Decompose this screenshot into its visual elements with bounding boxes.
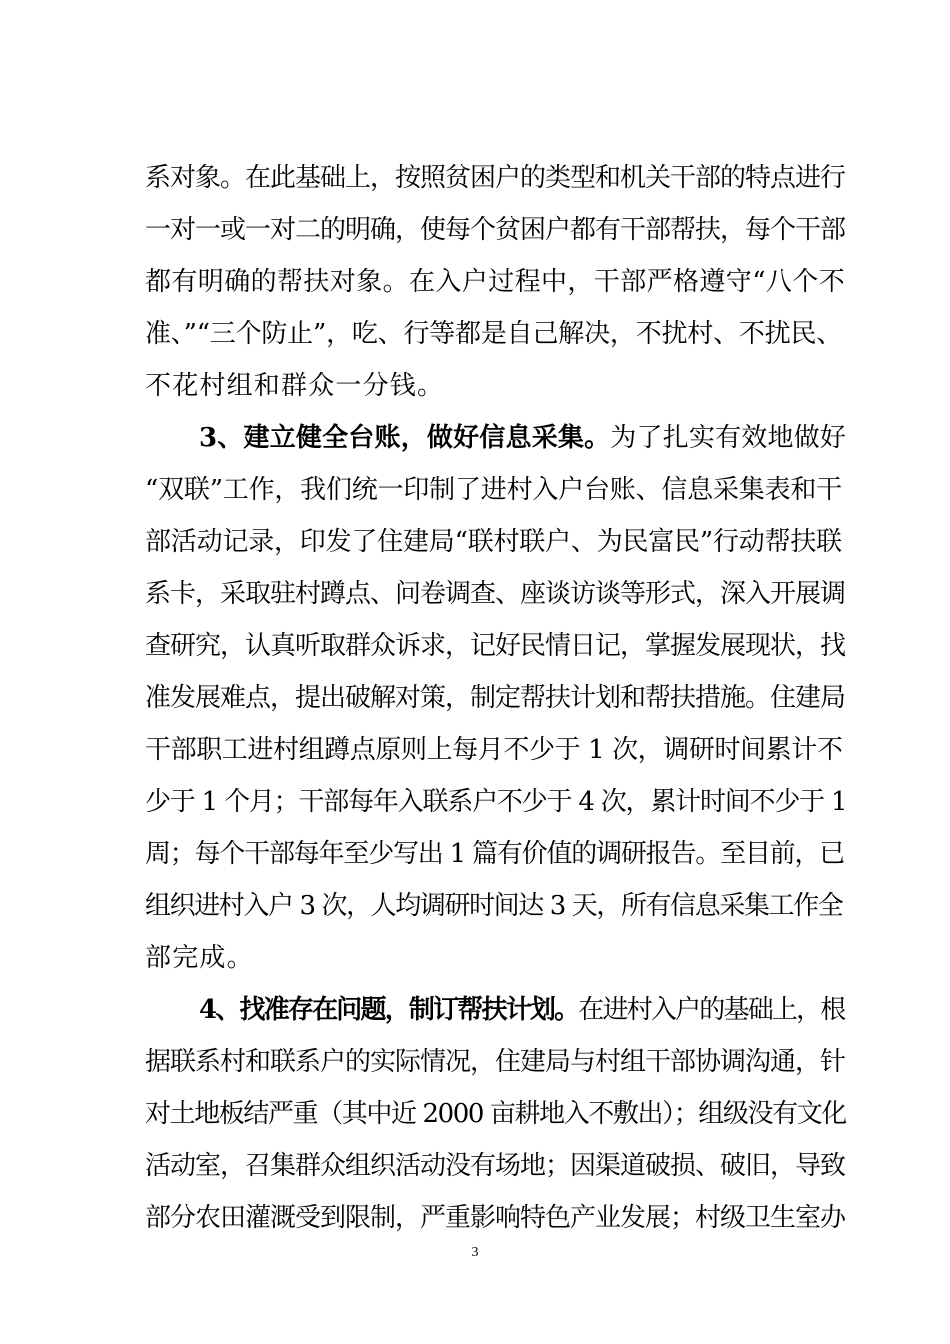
section-4-first-line bbox=[199, 995, 845, 1025]
paragraph-line: 不花村组和群众一分钱。 bbox=[145, 371, 445, 401]
paragraph-line: 组织进村入户 3 次，人均调研时间达 3 天，所有信息采集工作全 bbox=[145, 891, 843, 921]
paragraph-line: 系对象。在此基础上，按照贫困户的类型和机关干部的特点进行 bbox=[145, 163, 846, 193]
paragraph-line: 一对一或一对二的明确，使每个贫困户都有干部帮扶，每个干部 bbox=[145, 215, 846, 245]
section-4-heading: 4、找准存在问题，制订帮扶计划。 bbox=[199, 995, 579, 1025]
paragraph-line: 少于 1 个月；干部每年入联系户不少于 4 次，累计时间不少于 1 bbox=[145, 787, 847, 817]
paragraph-line: 部完成。 bbox=[145, 943, 254, 973]
section-3-first-text: 为了扎实有效地做好 bbox=[610, 423, 847, 453]
paragraph-line: 据联系村和联系户的实际情况，住建局与村组干部协调沟通，针 bbox=[145, 1047, 846, 1077]
paragraph-line: 准、”“三个防止”，吃、行等都是自己解决，不扰村、不扰民、 bbox=[145, 319, 843, 349]
section-3-first-line bbox=[199, 423, 845, 453]
paragraph-line: 周；每个干部每年至少写出 1 篇有价值的调研报告。至目前，已 bbox=[145, 839, 845, 869]
paragraph-line: 活动室，召集群众组织活动没有场地；因渠道破损、破旧，导致 bbox=[145, 1151, 846, 1181]
paragraph-line: 对土地板结严重（其中近 2000 亩耕地入不敷出）；组级没有文化 bbox=[145, 1099, 846, 1129]
paragraph-line: 都有明确的帮扶对象。在入户过程中，干部严格遵守“八个不 bbox=[145, 267, 846, 297]
section-3-heading: 3、建立健全台账，做好信息采集。 bbox=[199, 423, 611, 453]
paragraph-line: “双联”工作，我们统一印制了进村入户台账、信息采集表和干 bbox=[145, 475, 842, 505]
paragraph-line: 部活动记录，印发了住建局“联村联户、为民富民”行动帮扶联 bbox=[145, 527, 842, 557]
page-number: 3 bbox=[471, 1245, 479, 1260]
paragraph-line: 干部职工进村组蹲点原则上每月不少于 1 次，调研时间累计不 bbox=[145, 735, 843, 765]
paragraph-line: 查研究，认真听取群众诉求，记好民情日记，掌握发展现状，找 bbox=[145, 631, 846, 661]
section-4-first-text: 在进村入户的基础上，根 bbox=[578, 995, 845, 1025]
paragraph-line: 准发展难点，提出破解对策，制定帮扶计划和帮扶措施。住建局 bbox=[145, 683, 846, 713]
paragraph-line: 部分农田灌溉受到限制，严重影响特色产业发展；村级卫生室办 bbox=[145, 1203, 846, 1233]
paragraph-line: 系卡，采取驻村蹲点、问卷调查、座谈访谈等形式，深入开展调 bbox=[145, 579, 846, 609]
